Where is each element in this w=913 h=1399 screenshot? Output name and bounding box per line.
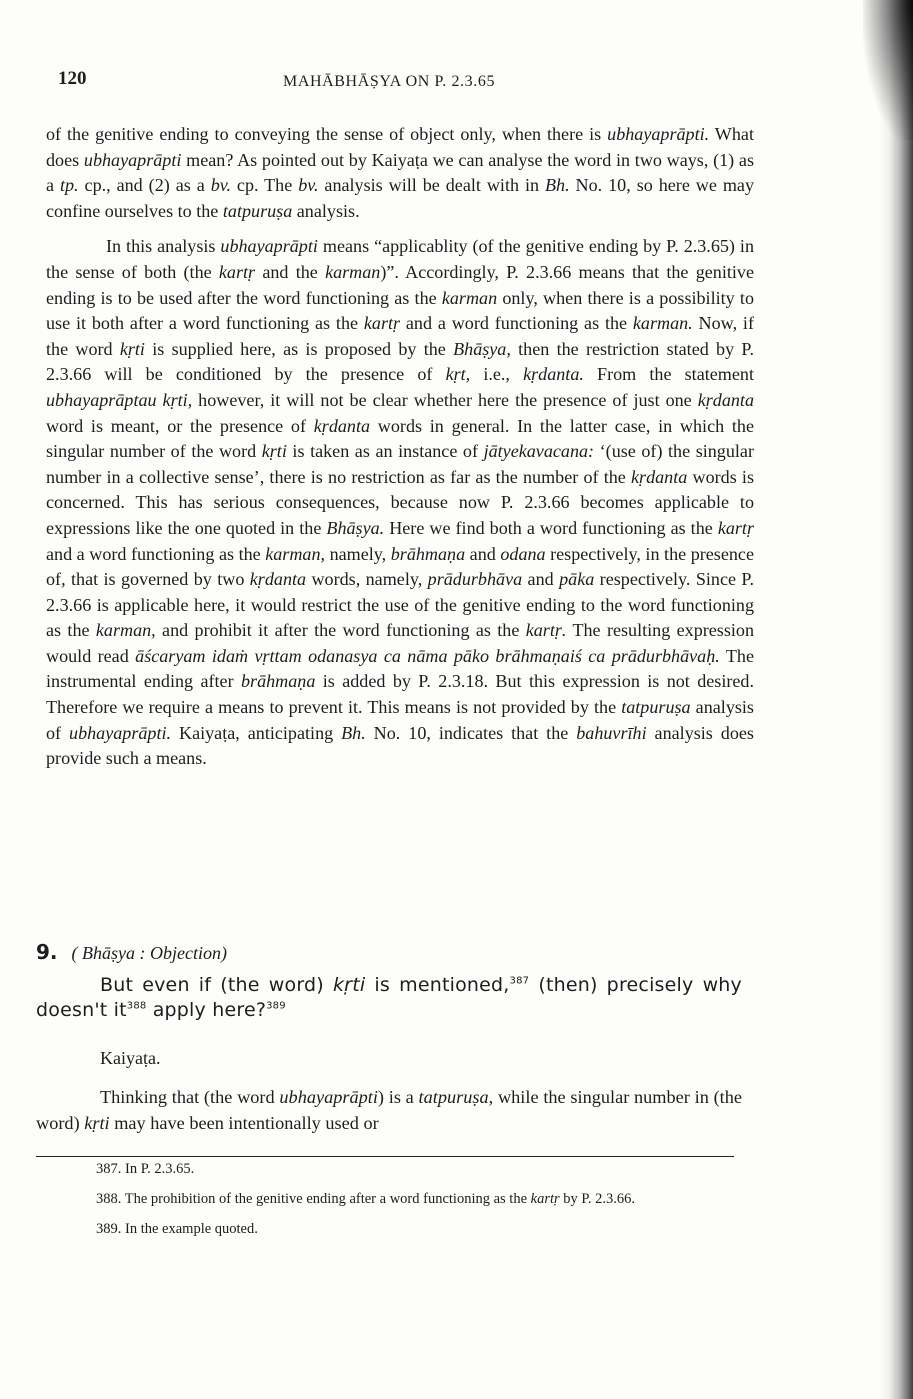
text-run: Kaiyaṭa, anticipating xyxy=(171,722,342,743)
bhasya-translation xyxy=(36,973,742,1023)
footnote-ref-388[interactable]: 388 xyxy=(126,1000,147,1012)
text-run: analysis does provide such a means. xyxy=(46,722,754,769)
term: prādurbhāva xyxy=(427,569,523,590)
page-number: 120 xyxy=(58,68,87,89)
term: ubhayaprāpti xyxy=(220,236,318,257)
footnote-ref-387[interactable]: 387 xyxy=(509,975,530,987)
text-run: respectively, in the presence of, that is governed by two xyxy=(46,543,754,590)
binding-shadow xyxy=(879,0,913,1399)
text-run: namely, xyxy=(325,543,391,564)
footnotes xyxy=(36,1160,742,1239)
term: karman xyxy=(325,261,381,282)
term: karman xyxy=(441,287,498,308)
term: kṛdanta xyxy=(313,415,371,436)
section-heading xyxy=(36,940,227,964)
term: kṛti xyxy=(84,1112,110,1133)
term: ubhayaprāptau kṛti, xyxy=(46,389,193,410)
term: karman. xyxy=(632,313,693,334)
text-run: From the statement xyxy=(583,364,754,385)
term: tatpuruṣa xyxy=(222,200,293,221)
text-run: only, when there is a possibility to use it both after a word functioning as the xyxy=(46,287,754,334)
term: pāka xyxy=(559,569,595,590)
term: tp. xyxy=(59,175,79,196)
sanskrit-quote: āścaryam idaṁ vṛttam odanasya ca nāma pāko brāhmaṇaiś ca prādurbhāvaḥ. xyxy=(135,645,720,666)
term: kartṛ xyxy=(363,313,401,334)
term: ubhayaprāpti. xyxy=(607,124,710,144)
term: kartṛ xyxy=(530,1191,560,1207)
footnote-388 xyxy=(36,1190,742,1209)
text-run: analysis of xyxy=(46,697,754,743)
text-run: apply here? xyxy=(146,999,267,1021)
term: tatpuruṣa, xyxy=(418,1087,494,1107)
term: kṛti xyxy=(261,441,287,462)
text-run: )”. Accordingly, P. 2.3.66 means that the genitive ending is to be used after the word functioning as the xyxy=(46,261,754,308)
text-run: words, namely, xyxy=(306,569,428,590)
text-run: words in general. In the latter case, in which the singular number of the word xyxy=(46,415,755,462)
term: tatpuruṣa xyxy=(621,697,691,718)
text-run: But even if (the word) xyxy=(100,974,333,996)
text-run: and a word functioning as the xyxy=(46,543,266,564)
text-run: and prohibit it after the word functioning as the xyxy=(155,620,526,641)
text-run: No. 10, so here we may confine ourselves to the xyxy=(46,175,754,221)
term: bahuvrīhi xyxy=(576,722,647,743)
term: kṛdanta xyxy=(249,569,307,590)
footnote-text: In P. 2.3.65. xyxy=(125,1161,195,1177)
text-run: ) is a xyxy=(377,1087,419,1107)
footnote-ref-389[interactable]: 389 xyxy=(266,1000,286,1012)
text-run: and xyxy=(465,543,501,564)
term: brāhmaṇa xyxy=(241,671,316,692)
text-run: is mentioned, xyxy=(365,974,510,996)
text-run: What does xyxy=(46,124,754,170)
text-run: (then) precisely why doesn't it xyxy=(36,974,742,1021)
term: kartṛ. xyxy=(525,620,567,641)
term: kartṛ xyxy=(717,517,754,538)
term: ubhayaprāpti xyxy=(279,1087,378,1107)
footnote-number: 388. xyxy=(96,1191,122,1207)
paragraph-1 xyxy=(46,122,754,224)
term: bv. xyxy=(210,175,231,196)
text-run: No. 10, indicates that the xyxy=(365,722,577,743)
text-run: analysis. xyxy=(292,200,360,221)
text-run: cp., and (2) as a xyxy=(78,175,211,196)
text-run: analysis will be dealt with in xyxy=(318,175,545,196)
footnote-number: 389. xyxy=(96,1221,122,1237)
section-number: 9. xyxy=(36,940,58,964)
text-run: i.e., xyxy=(470,364,524,385)
text-run: while the singular number in (the word) xyxy=(36,1087,742,1133)
text-run: respectively. Since P. 2.3.66 is applicable here, it would restrict the use of the genitive ending to the word functioning as the xyxy=(46,569,755,641)
term: Bh. xyxy=(544,175,570,196)
term: kṛdanta. xyxy=(523,364,584,385)
text-run: and a word functioning as the xyxy=(400,313,633,334)
term: jātyekavacana: xyxy=(483,441,595,462)
text-run: Now, if the word xyxy=(46,313,754,359)
text-run: may have been intentionally used or xyxy=(109,1112,379,1133)
text-run: then the restriction stated by P. 2.3.66 will be conditioned by the presence of xyxy=(46,338,754,385)
page-header xyxy=(58,68,748,98)
footnote-text: In the example quoted. xyxy=(125,1221,258,1237)
term: kṛt, xyxy=(445,364,471,385)
text-run: is added by P. 2.3.18. But this expression is not desired. Therefore we require a means to prevent it. This means is not provided by the xyxy=(46,671,754,718)
text-run: The resulting expression would read xyxy=(46,620,754,666)
text-run: of the genitive ending to conveying the sense of object only, when there is xyxy=(46,124,602,144)
translation-text xyxy=(36,973,742,1023)
binding-shadow-top xyxy=(863,0,913,140)
term: karman, xyxy=(265,543,326,564)
text-run: Thinking that (the word xyxy=(100,1087,280,1107)
term: brāhmaṇa xyxy=(390,543,466,564)
term: ubhayaprāpti. xyxy=(69,722,172,743)
term: odana xyxy=(500,543,546,564)
term: kartṛ xyxy=(218,261,256,282)
text-run: and xyxy=(522,569,560,590)
text-run: mean? As pointed out by Kaiyaṭa we can analyse the word in two ways, (1) as a xyxy=(46,149,754,196)
term: ubhayaprāpti xyxy=(83,149,182,170)
footnote-number: 387. xyxy=(96,1161,122,1177)
term: kṛti xyxy=(332,974,366,996)
term: kṛdanta xyxy=(697,389,754,410)
footnote-text: The prohibition of the genitive ending after a word functioning as the xyxy=(124,1191,531,1207)
footnote-389 xyxy=(36,1220,742,1239)
text-run: and the xyxy=(255,261,326,282)
text-run: however, it will not be clear whether here the presence of just one xyxy=(192,389,698,410)
main-body xyxy=(46,122,754,772)
text-run: means “applicablity (of the genitive ending by P. 2.3.65) in the sense of both (the xyxy=(46,236,754,282)
text-run: The instrumental ending after xyxy=(46,645,754,692)
running-head: MAHĀBHĀṢYA ON P. 2.3.65 xyxy=(283,73,496,90)
text-run: In this analysis xyxy=(106,236,221,257)
term: kṛdanta xyxy=(631,466,688,487)
text-run: words is concerned. This has serious consequences, because now P. 2.3.66 becomes applicable to expressions like the one quoted in the xyxy=(46,466,754,538)
footnote-text: by P. 2.3.66. xyxy=(559,1191,635,1207)
section-label: ( Bhāṣya : Objection) xyxy=(71,943,227,963)
footnote-387 xyxy=(36,1160,742,1179)
commentator-name: Kaiyaṭa. xyxy=(100,1048,161,1068)
text-run: is supplied here, as is proposed by the xyxy=(144,338,454,359)
term: Bhāṣya. xyxy=(326,517,385,538)
term: Bh. xyxy=(341,722,366,743)
paragraph-2 xyxy=(46,234,754,771)
text-run: Here we find both a word functioning as the xyxy=(384,517,718,538)
term: kṛti xyxy=(119,338,145,359)
footnote-divider xyxy=(36,1156,734,1157)
term: karman, xyxy=(95,620,156,641)
text-run: word is meant, or the presence of xyxy=(46,415,314,436)
text-run: is taken as an instance of xyxy=(286,441,484,462)
commentary-text xyxy=(36,1085,742,1136)
text-run: cp. The xyxy=(230,175,299,196)
term: bv. xyxy=(298,175,319,196)
text-run: ‘(use of) the singular number in a collective sense’, there is no restriction as far as the number of the xyxy=(46,441,754,487)
term: Bhāṣya, xyxy=(453,338,511,359)
